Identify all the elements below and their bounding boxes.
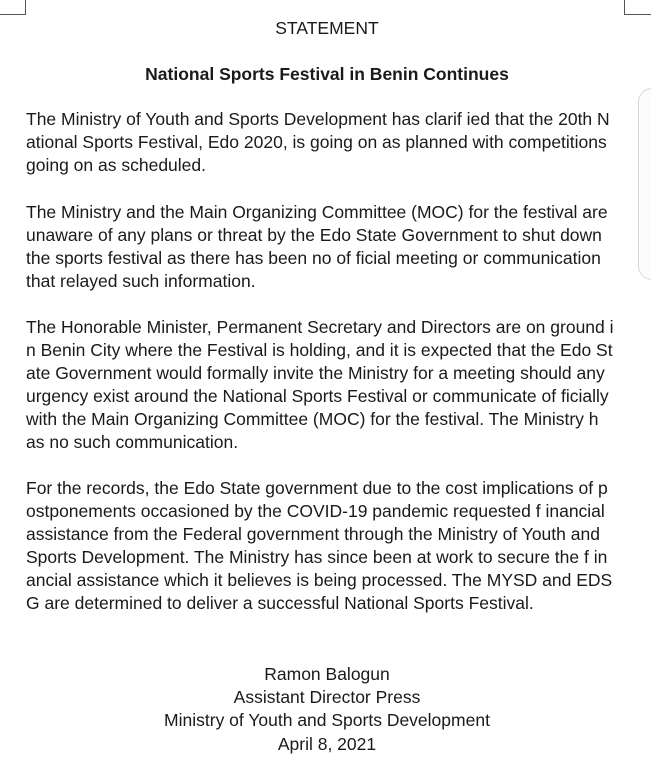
paragraph-2 xyxy=(26,201,628,293)
paragraph-4 xyxy=(26,477,628,616)
paragraph-line: The Ministry of Youth and Sports Development has clarif ied that the 20th N xyxy=(26,109,610,129)
paragraph-line: ate Government would formally invite the Ministry for a meeting should any xyxy=(26,363,605,384)
paragraph-1 xyxy=(26,108,628,177)
paragraph-3 xyxy=(26,316,628,455)
paragraph-line: urgency exist around the National Sports Festival or communicate of ficially xyxy=(26,386,609,407)
side-panel-handle[interactable] xyxy=(638,88,651,280)
paragraph-line: ancial assistance which it believes is being processed. The MYSD and EDS xyxy=(26,570,613,591)
page-corner-mark-left xyxy=(0,0,26,15)
paragraph-line: that relayed such information. xyxy=(26,271,256,292)
page-corner-mark-right xyxy=(624,0,651,15)
paragraph-line: unaware of any plans or threat by the Edo State Government to shut down xyxy=(26,225,602,246)
paragraph-line: assistance from the Federal government through the Ministry of Youth and xyxy=(26,524,600,545)
paragraph-line: The Honorable Minister, Permanent Secretary and Directors are on ground i xyxy=(26,317,614,337)
paragraph-line: going on as scheduled. xyxy=(26,155,206,176)
paragraph-line: ational Sports Festival, Edo 2020, is going on as planned with competitions xyxy=(26,132,607,153)
statement-title: National Sports Festival in Benin Continues xyxy=(145,64,509,84)
paragraph-line: the sports festival as there has been no of ficial meeting or communication xyxy=(26,248,601,269)
signatory-name: Ramon Balogun xyxy=(264,664,390,684)
signatory-organization: Ministry of Youth and Sports Development xyxy=(164,710,490,731)
statement-heading: STATEMENT xyxy=(275,18,379,38)
paragraph-line: G are determined to deliver a successful National Sports Festival. xyxy=(26,593,534,614)
paragraph-line: ostponements occasioned by the COVID-19 pandemic requested f inancial xyxy=(26,501,605,522)
paragraph-line: Sports Development. The Ministry has since been at work to secure the f in xyxy=(26,547,608,568)
paragraph-line: For the records, the Edo State government due to the cost implications of p xyxy=(26,478,608,498)
signatory-role: Assistant Director Press xyxy=(233,687,421,708)
paragraph-line: with the Main Organizing Committee (MOC) for the festival. The Ministry h xyxy=(26,409,599,430)
statement-date: April 8, 2021 xyxy=(277,733,377,754)
paragraph-line: as no such communication. xyxy=(26,432,239,453)
paragraph-line: n Benin City where the Festival is holding, and it is expected that the Edo St xyxy=(26,340,613,361)
paragraph-line: The Ministry and the Main Organizing Committee (MOC) for the festival are xyxy=(26,202,608,222)
signature-block xyxy=(26,663,628,756)
